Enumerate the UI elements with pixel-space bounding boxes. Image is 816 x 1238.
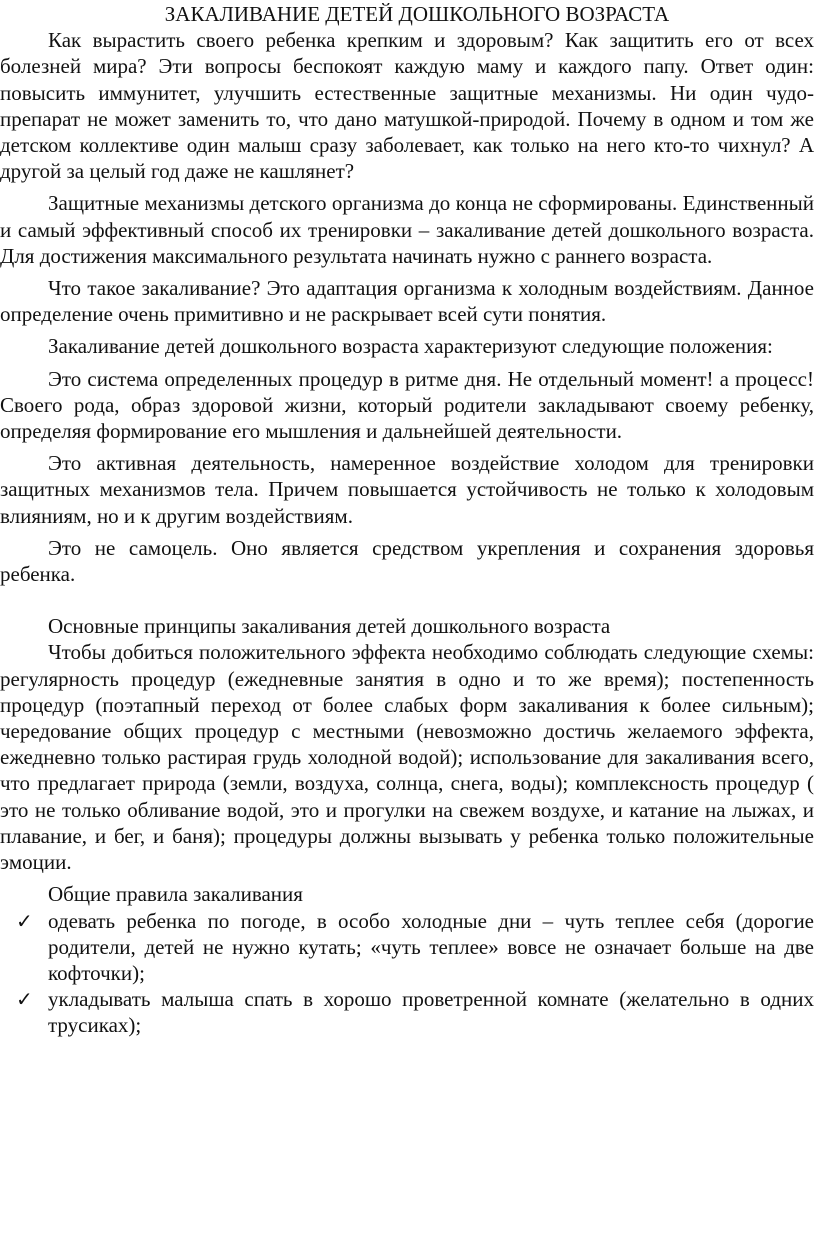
paragraph-characteristics-intro: Закаливание детей дошкольного возраста характеризуют следующие положения: bbox=[48, 334, 773, 359]
document-title: ЗАКАЛИВАНИЕ ДЕТЕЙ ДОШКОЛЬНОГО ВОЗРАСТА bbox=[164, 2, 670, 26]
paragraph-active-activity: Это активная деятельность, намеренное воздействие холодом для тренировки защитных механизмов тела. Причем повышается устойчивость не только к холодовым влияниям, но и к другим воздействиям. bbox=[0, 451, 814, 528]
paragraph-definition: Что такое закаливание? Это адаптация организма к холодным воздействиям. Данное определение очень примитивно и не раскрывает всей сути понятия. bbox=[0, 276, 814, 327]
principles-paragraph: Чтобы добиться положительного эффекта необходимо соблюдать следующие схемы: регулярность процедур (ежедневные занятия в одно и то же время); постепенность процедур (поэтапный переход от более слабых форм закаливания к более сильным); чередование общих процедур с местными (невозможно достичь желаемого эффекта, ежедневно только растирая грудь холодной водой); использование для закаливания всего, что предлагает природа (земли, воздуха, солнца, снега, воды); комплексность процедур ( это не только обливание водой, это и прогулки на свежем воздухе, и катание на лыжах, и плавание, и бег, и баня); процедуры должны вызывать у ребенка только положительные эмоции. bbox=[0, 640, 814, 875]
paragraph-intro: Как вырастить своего ребенка крепким и здоровым? Как защитить его от всех болезней мира? Эти вопросы беспокоят каждую маму и каждого папу. Ответ один: повысить иммунитет, улучшить естественные защитные механизмы. Ни один чудо-препарат не может заменить то, что дано матушкой-природой. Почему в одном и том же детском коллективе один малыш сразу заболевает, как только на него кто-то чихнул? А другой за целый год даже не кашлянет? bbox=[0, 28, 814, 184]
rules-heading: Общие правила закаливания bbox=[48, 882, 303, 907]
list-item bbox=[0, 908, 814, 987]
section-spacer bbox=[0, 587, 814, 613]
paragraph-not-end-in-itself: Это не самоцель. Оно является средством укрепления и сохранения здоровья ребенка. bbox=[0, 535, 814, 587]
rules-list bbox=[0, 908, 814, 1039]
checkmark-icon: ✓ bbox=[16, 987, 33, 1012]
list-item bbox=[0, 986, 814, 1038]
paragraph-defense-mechanisms: Защитные механизмы детского организма до конца не сформированы. Единственный и самый эффективный способ их тренировки – закаливание детей дошкольного возраста. Для достижения максимального результата начинать нужно с раннего возраста. bbox=[0, 191, 814, 268]
rule-text: одевать ребенка по погоде, в особо холодные дни – чуть теплее себя (дорогие родители, детей не нужно кутать; «чуть теплее» вовсе не означает больше на две кофточки); bbox=[48, 908, 814, 985]
checkmark-icon: ✓ bbox=[16, 908, 33, 933]
paragraph-system-of-procedures: Это система определенных процедур в ритме дня. Не отдельный момент! а процесс! Своего рода, образ здоровой жизни, который родители закладывают своему ребенку, определяя формирование его мышления и дальнейшей деятельности. bbox=[0, 366, 814, 444]
principles-heading: Основные принципы закаливания детей дошкольного возраста bbox=[48, 614, 611, 639]
rule-text: укладывать малыша спать в хорошо проветренной комнате (желательно в одних трусиках); bbox=[48, 987, 814, 1038]
